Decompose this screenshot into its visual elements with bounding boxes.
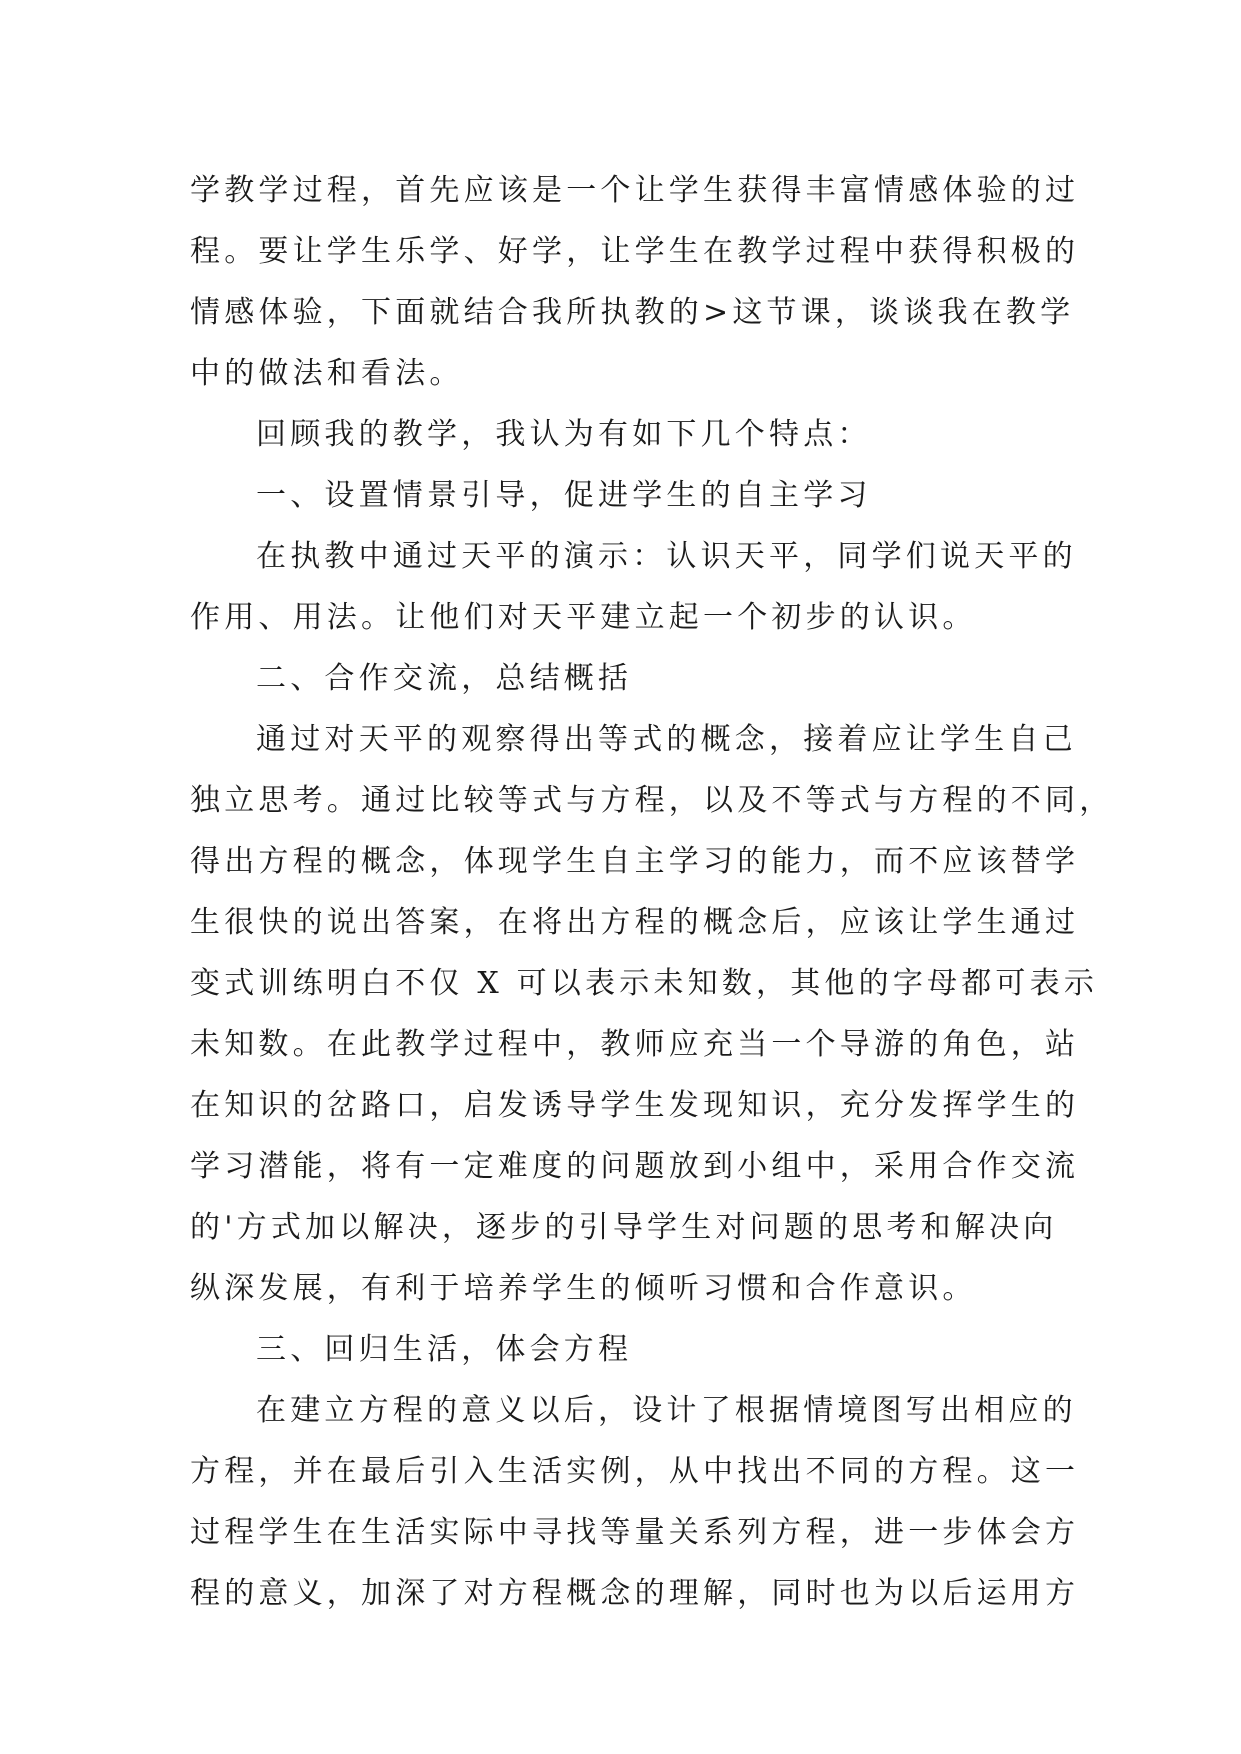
- paragraph-line: 程。要让学生乐学、好学，让学生在教学过程中获得积极的: [190, 234, 1080, 269]
- paragraph-line: 过程学生在生活实际中寻找等量关系列方程，进一步体会方: [190, 1515, 1080, 1550]
- paragraph-line: 生很快的说出答案，在将出方程的概念后，应该让学生通过: [190, 905, 1080, 940]
- paragraph-first-line: 一、设置情景引导，促进学生的自主学习: [256, 478, 872, 513]
- paragraph-first-line: 三、回归生活，体会方程: [256, 1332, 633, 1367]
- paragraph-line: 中的做法和看法。: [190, 356, 464, 391]
- paragraph-line: 作用、用法。让他们对天平建立起一个初步的认识。: [190, 600, 977, 635]
- paragraph-line: 变式训练明白不仅 X 可以表示未知数，其他的字母都可表示: [190, 966, 1099, 1001]
- paragraph-line: 纵深发展，有利于培养学生的倾听习惯和合作意识。: [190, 1271, 977, 1306]
- paragraph-first-line: 在建立方程的意义以后，设计了根据情境图写出相应的: [256, 1393, 1077, 1428]
- paragraph-first-line: 二、合作交流，总结概括: [256, 661, 633, 696]
- paragraph-line: 学教学过程，首先应该是一个让学生获得丰富情感体验的过: [190, 173, 1080, 208]
- paragraph-first-line: 回顾我的教学，我认为有如下几个特点：: [256, 417, 872, 452]
- paragraph-line: 的'方式加以解决，逐步的引导学生对问题的思考和解决向: [190, 1210, 1058, 1245]
- paragraph-line: 方程，并在最后引入生活实例，从中找出不同的方程。这一: [190, 1454, 1080, 1489]
- paragraph-first-line: 通过对天平的观察得出等式的概念，接着应让学生自己: [256, 722, 1077, 757]
- body-text: [190, 160, 1114, 1624]
- paragraph-line: 程的意义，加深了对方程概念的理解，同时也为以后运用方: [190, 1576, 1080, 1611]
- paragraph-line: 学习潜能，将有一定难度的问题放到小组中，采用合作交流: [190, 1149, 1080, 1184]
- paragraph-line: 未知数。在此教学过程中，教师应充当一个导游的角色，站: [190, 1027, 1080, 1062]
- paragraph-line: 情感体验，下面就结合我所执教的>这节课，谈谈我在教学: [190, 295, 1075, 330]
- paragraph-line: 得出方程的概念，体现学生自主学习的能力，而不应该替学: [190, 844, 1080, 879]
- paragraph-line: 在知识的岔路口，启发诱导学生发现知识，充分发挥学生的: [190, 1088, 1080, 1123]
- paragraph-first-line: 在执教中通过天平的演示：认识天平，同学们说天平的: [256, 539, 1077, 574]
- paragraph-line: 独立思考。通过比较等式与方程，以及不等式与方程的不同，: [190, 783, 1114, 818]
